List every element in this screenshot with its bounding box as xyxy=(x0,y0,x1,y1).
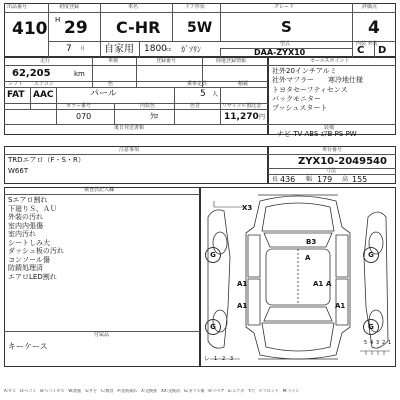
model-name: C-HR xyxy=(116,18,161,37)
note-line: TRDエアロ（F・S・R） xyxy=(8,156,85,164)
height-label: 高 xyxy=(342,176,349,183)
ac-value: AAC xyxy=(33,90,54,100)
model-code-label: 型式 xyxy=(280,41,291,47)
score-value: 4 xyxy=(368,18,380,38)
displacement-value: 1800 xyxy=(144,44,167,54)
width-label: 幅 xyxy=(306,176,313,183)
selling-point: 社外20インチアルミ xyxy=(272,67,337,75)
equipment-list: ナビ TV ABS ｴｱB PS PW xyxy=(277,130,357,138)
bracket-label: レ xyxy=(204,356,211,363)
grade-label: グレード xyxy=(274,4,295,10)
ac-label: エアコン xyxy=(34,81,54,87)
inspector-note: エアロLED割れ xyxy=(8,272,57,281)
ruler-marker: 2 xyxy=(382,340,386,346)
registration-info-label: 陸運登録情報 xyxy=(216,58,247,64)
dimensions-label: 寸法 xyxy=(326,168,337,174)
capacity-label: 乗車定員 xyxy=(187,81,208,87)
score-label: 評価点 xyxy=(362,4,378,10)
ruler-marker: 5 xyxy=(364,340,368,346)
height-value: 155 xyxy=(352,175,368,184)
inspector-note: Sエアロ割れ xyxy=(8,196,48,204)
ruler-marker: 4 xyxy=(370,340,374,346)
notes-label: 注意事項 xyxy=(119,147,140,153)
inspector-note: 下廻りＳ、ＡＵ xyxy=(8,204,57,213)
damage-mark: A1 xyxy=(237,280,248,288)
era-mark: H xyxy=(55,16,61,24)
inspector-note: 室内汚れ xyxy=(8,230,36,238)
mileage-value: 62,205 xyxy=(12,68,51,79)
recycle-label: リサイクル預託金 xyxy=(222,103,262,109)
ruler-marker: 2 xyxy=(222,356,226,362)
registration-number-label: 登録番号 xyxy=(156,58,177,64)
auction-sheet xyxy=(4,3,396,397)
length-value: 436 xyxy=(280,175,296,184)
damage-mark: B3 xyxy=(306,238,317,246)
color-value: パール xyxy=(90,89,117,99)
inspector-note: 防錆処理済 xyxy=(8,264,43,272)
interior-color-value: ｸﾛ xyxy=(150,112,158,121)
chassis-label: 車台番号 xyxy=(322,147,343,153)
mileage-label: 走行 xyxy=(40,58,51,64)
recycle-value: 11,270 xyxy=(224,112,259,122)
color-code-value: 070 xyxy=(76,112,92,121)
fuel-value: ｶﾞｿﾘﾝ xyxy=(181,45,201,54)
interior-color-label: 内装色 xyxy=(140,103,156,109)
width-value: 179 xyxy=(317,175,333,184)
inspector-notes-list xyxy=(8,197,64,282)
damage-code-legend: A:キズ U:ヘコミ B:ヘコミキズ W:波板 S:サビ C:腐食 P:塗装剥れ X:交換要 XX:交換済 G:ガラス傷 R:リペア E:エクボ Y:穴 F:フロント M:ライン xyxy=(4,389,300,393)
damage-mark: A1 xyxy=(313,280,324,288)
model-label: 車名 xyxy=(128,4,139,10)
cc-unit: cc xyxy=(166,47,172,53)
glass-mark: G xyxy=(205,247,221,263)
inspector-note: ダッシュ板の汚れ xyxy=(8,247,64,255)
ruler-marker: 3 xyxy=(230,356,234,362)
capacity-value: 5 xyxy=(200,89,206,99)
door-type-label: ドア形状 xyxy=(185,4,205,10)
damage-mark: A1 xyxy=(335,302,346,310)
glass-mark: G xyxy=(205,319,221,335)
glass-mark: G xyxy=(363,319,379,335)
damage-mark: A xyxy=(305,254,311,262)
load-label: 積載 xyxy=(238,81,249,87)
interior-grade: C xyxy=(357,45,365,56)
grade-name: S xyxy=(281,18,292,36)
month-label: 月 xyxy=(80,46,86,52)
selling-point: バックモニター xyxy=(272,94,321,103)
usage-value: 自家用 xyxy=(104,44,134,55)
shift-label: シフト xyxy=(8,81,24,87)
selling-points-label: セールスポイント xyxy=(310,58,350,64)
color-change-label: 色替 xyxy=(190,103,201,109)
selling-point: 社外マフラー 寒冷地仕様 xyxy=(272,76,363,85)
selling-point: プッシュスタート xyxy=(272,104,328,113)
exterior-grade: D xyxy=(378,45,387,56)
km-unit: km xyxy=(74,70,85,78)
door-type: 5W xyxy=(187,20,213,36)
documents-label: 後日発送書類 xyxy=(114,125,145,131)
accessories-label: 付属品 xyxy=(94,332,110,338)
damage-mark: A xyxy=(326,280,332,288)
accessories-value: キーケース xyxy=(8,342,48,351)
inspector-note: 外装の汚れ xyxy=(8,213,43,221)
first-registration-label: 初度登録 xyxy=(59,4,80,10)
inspection-label: 車検 xyxy=(108,58,119,64)
selling-point: トヨタセーフティセンス xyxy=(272,85,348,94)
inspector-note: コンソール傷 xyxy=(8,255,50,264)
inspector-note: 室内内張傷 xyxy=(8,221,43,230)
damage-mark: X3 xyxy=(242,204,253,212)
model-code: DAA-ZYX10 xyxy=(254,48,306,57)
registration-year: 29 xyxy=(64,18,88,38)
damage-mark: A1 xyxy=(237,302,248,310)
lot-number: 410 xyxy=(12,19,48,39)
equipment-label: 装備 xyxy=(324,125,335,131)
shift-value: FAT xyxy=(7,90,25,100)
inspector-notes-label: 検査員記入欄 xyxy=(84,187,115,193)
color-code-label: カラー番号 xyxy=(66,103,92,109)
color-label: 色 xyxy=(108,81,114,87)
ruler-marker: 1 xyxy=(214,356,218,362)
ruler-marker: 1 xyxy=(388,340,392,346)
note-line: W66T xyxy=(8,167,29,175)
chassis-number: ZYX10-2049540 xyxy=(298,156,387,167)
glass-mark: G xyxy=(363,247,379,263)
ruler-marker: 3 xyxy=(376,340,380,346)
yen-unit: 円 xyxy=(259,114,266,121)
selling-points-list xyxy=(272,68,363,114)
registration-month: 7 xyxy=(66,44,72,54)
inspector-note: シートしみ大 xyxy=(8,238,50,247)
interior-exterior-label: 内装 外装 xyxy=(356,41,378,47)
passenger-unit: 人 xyxy=(212,91,219,98)
lot-label: 出品番号 xyxy=(7,4,28,10)
length-label: 長 xyxy=(272,176,279,183)
